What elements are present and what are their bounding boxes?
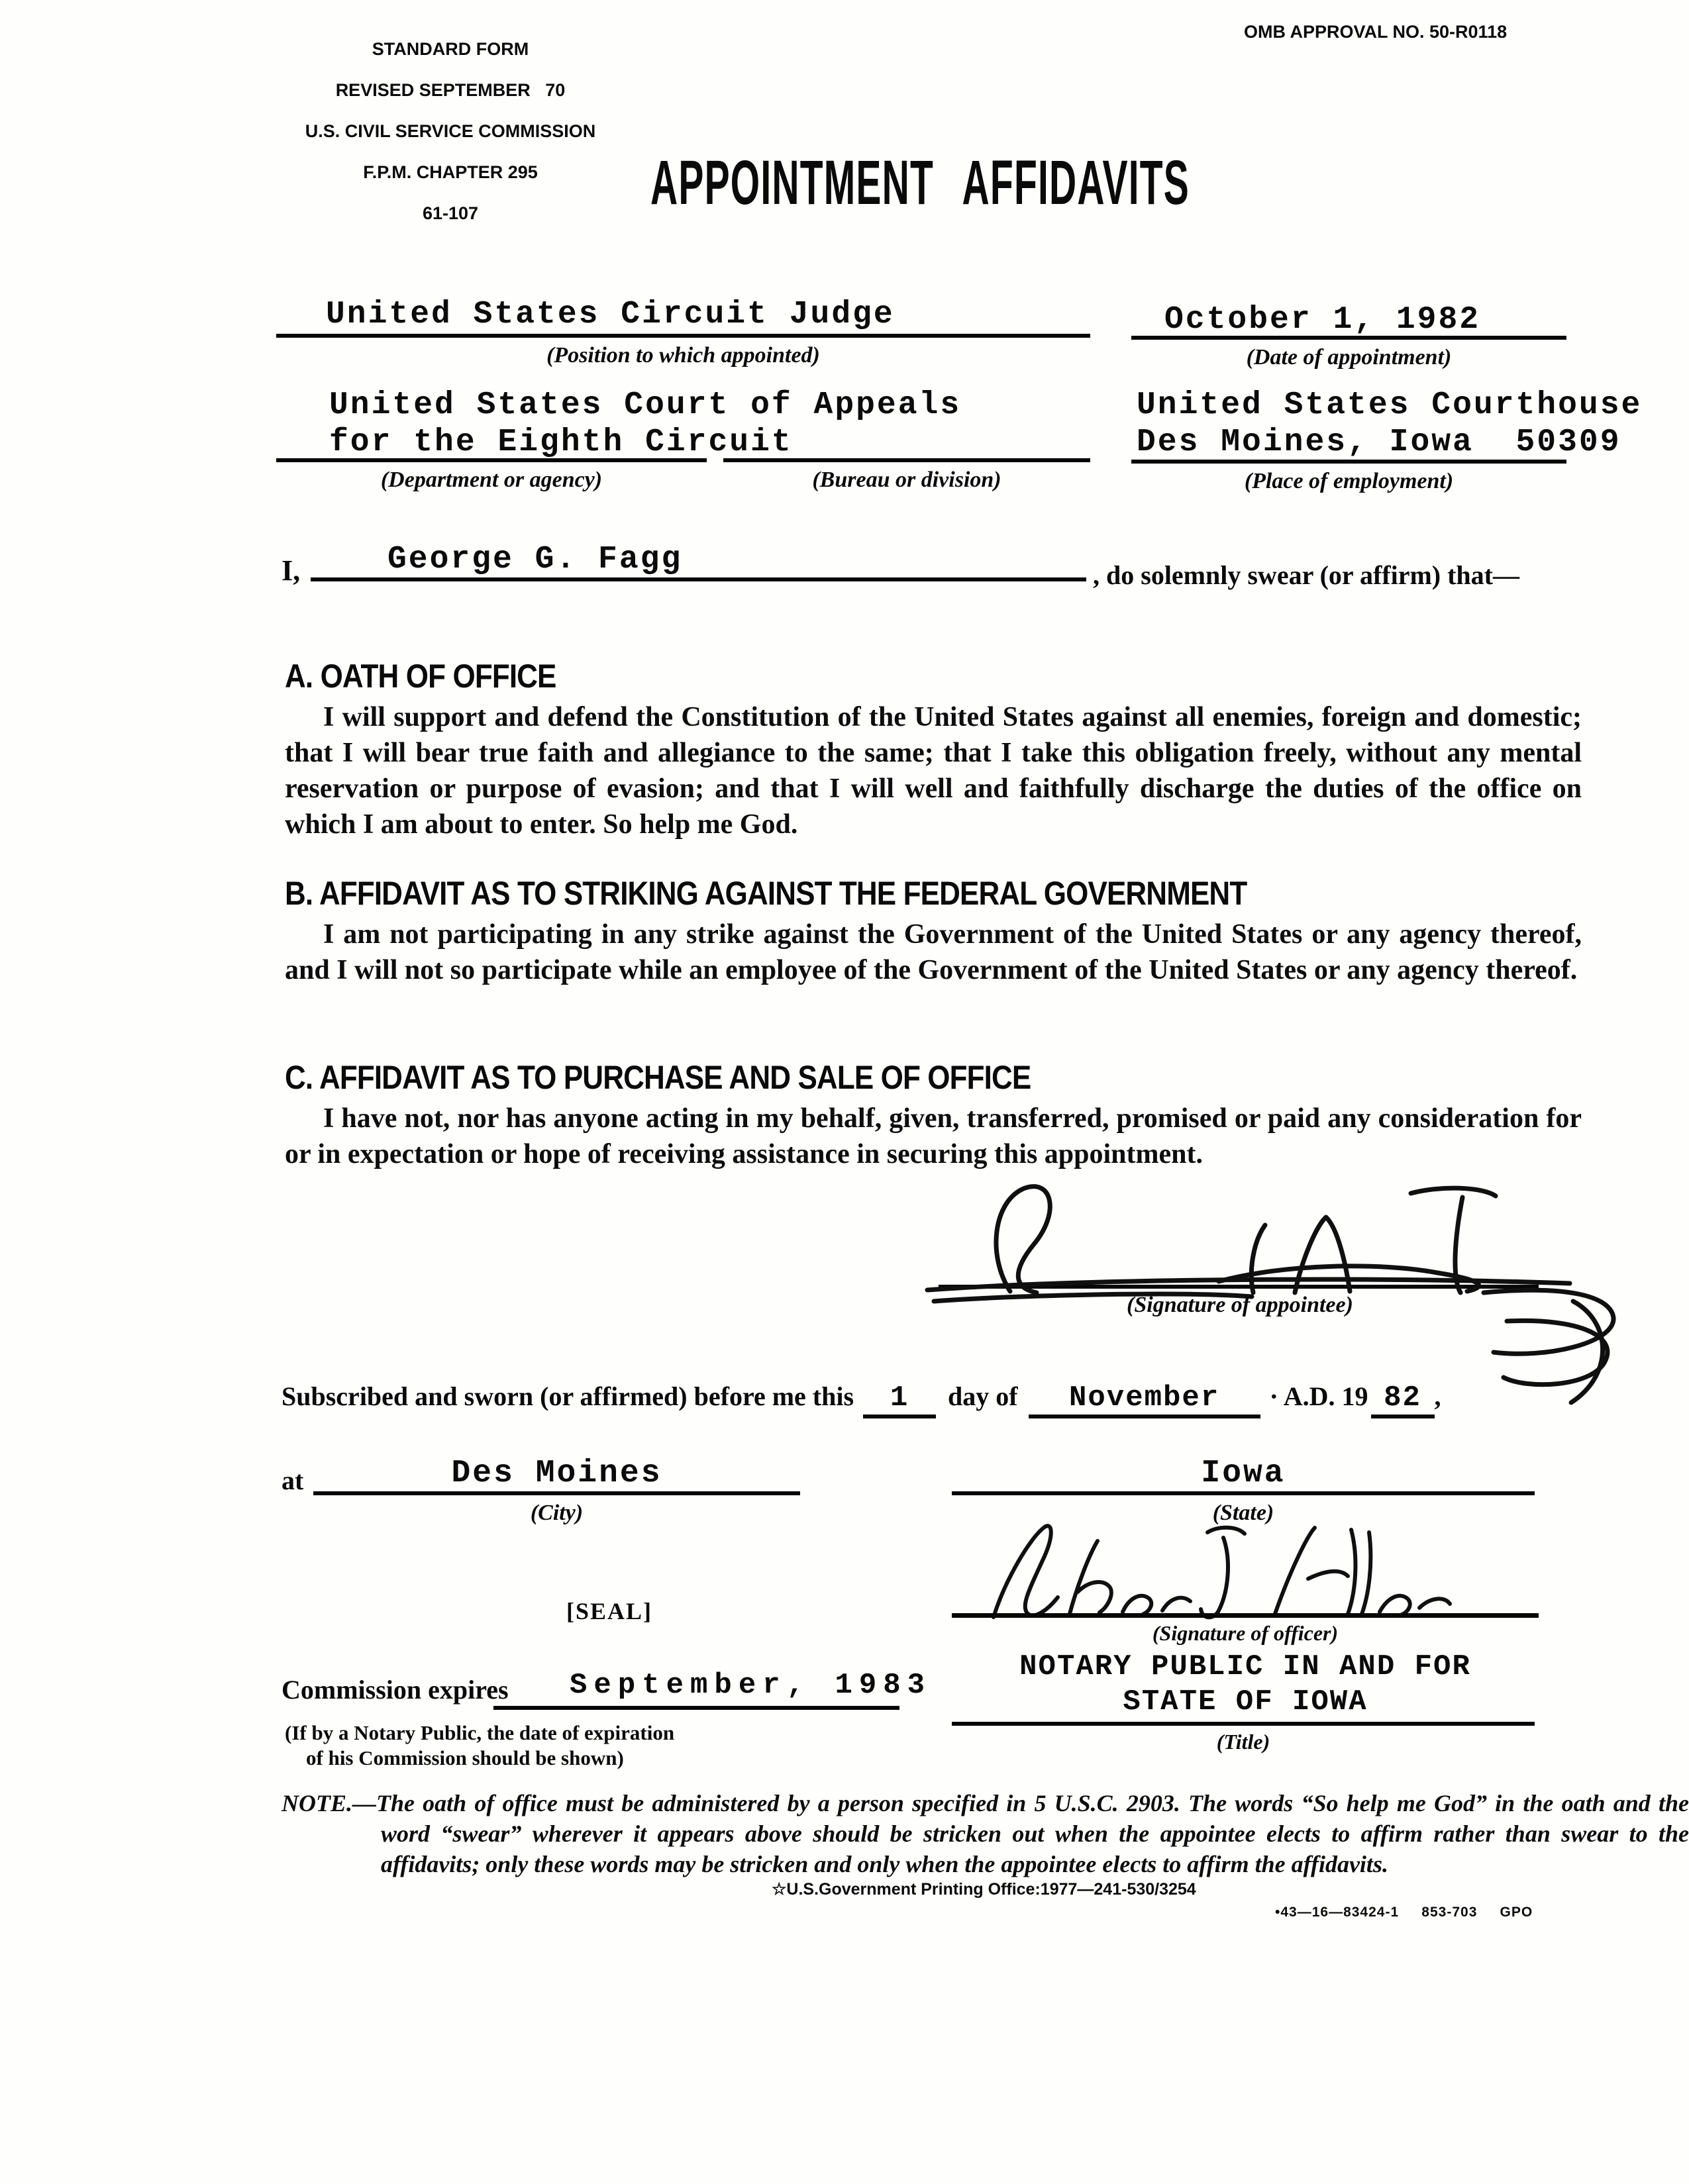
section-c-heading bbox=[285, 1058, 1133, 1097]
position-value: United States Circuit Judge bbox=[326, 297, 895, 332]
officer-title-underline bbox=[952, 1722, 1535, 1726]
subscribed-month-value: November bbox=[1029, 1381, 1260, 1418]
department-value-line1: United States Court of Appeals bbox=[329, 387, 962, 423]
state-value: Iowa bbox=[1201, 1456, 1286, 1491]
at-label: at bbox=[282, 1465, 304, 1495]
date-value: October 1, 1982 bbox=[1164, 302, 1481, 338]
form-id-block bbox=[265, 19, 636, 244]
city-caption: (City) bbox=[530, 1501, 584, 1525]
commission-label: Commission expires bbox=[282, 1675, 509, 1705]
subscribed-day-value: 1 bbox=[863, 1381, 936, 1418]
section-a-heading-text: A. OATH OF OFFICE bbox=[285, 658, 556, 695]
print-code: •43—16—83424-1 853-703 GPO bbox=[1275, 1905, 1533, 1920]
place-value-line2: Des Moines, Iowa 50309 bbox=[1137, 424, 1621, 460]
city-underline bbox=[313, 1491, 800, 1495]
form-id-line: F.P.M. CHAPTER 295 bbox=[363, 162, 538, 182]
subscribed-mid: day of bbox=[948, 1381, 1018, 1411]
commission-note-line2: of his Commission should be shown) bbox=[306, 1746, 624, 1769]
oath-intro-prefix: I, bbox=[282, 554, 301, 587]
place-caption: (Place of employment) bbox=[1244, 469, 1454, 493]
footnote bbox=[282, 1788, 1689, 1879]
state-underline bbox=[952, 1491, 1535, 1495]
appointee-signature-caption: (Signature of appointee) bbox=[1127, 1293, 1353, 1317]
commission-value: September, 1983 bbox=[570, 1669, 932, 1702]
footnote-body: The oath of office must be administered by a person specified in 5 U.S.C. 2903. The words “So help me God” in the oath and the word “swear” wherever it appears above should be stricken out when the appointee elects to affirm rather than swear to the affidavits; only these words may be stricken and only when the appointee elects to affirm the affidavits. bbox=[376, 1790, 1689, 1877]
gpo-imprint: ☆U.S.Government Printing Office:1977—241-530/3254 bbox=[772, 1880, 1196, 1899]
section-b-heading-text: B. AFFIDAVIT AS TO STRIKING AGAINST THE FEDERAL GOVERNMENT bbox=[285, 875, 1247, 912]
place-underline bbox=[1131, 460, 1566, 464]
position-underline bbox=[276, 334, 1090, 338]
bureau-underline bbox=[723, 458, 1090, 462]
bureau-caption: (Bureau or division) bbox=[812, 468, 1001, 492]
date-caption: (Date of appointment) bbox=[1246, 345, 1452, 370]
date-underline bbox=[1131, 336, 1566, 340]
form-id-line: STANDARD FORM bbox=[372, 39, 529, 59]
city-value: Des Moines bbox=[451, 1456, 662, 1491]
commission-note bbox=[285, 1720, 674, 1771]
footnote-label: NOTE.— bbox=[282, 1790, 376, 1816]
state-caption: (State) bbox=[1212, 1501, 1274, 1525]
department-value-line2: for the Eighth Circuit bbox=[329, 424, 793, 460]
omb-approval-number: OMB APPROVAL NO. 50-R0118 bbox=[1244, 22, 1508, 42]
section-c-heading-text: C. AFFIDAVIT AS TO PURCHASE AND SALE OF OFFICE bbox=[285, 1059, 1031, 1096]
department-underline bbox=[276, 458, 707, 462]
officer-title-line1: NOTARY PUBLIC IN AND FOR bbox=[1019, 1650, 1471, 1683]
commission-note-line1: (If by a Notary Public, the date of expiration bbox=[285, 1721, 675, 1744]
section-b-heading bbox=[285, 874, 1378, 913]
place-value-line1: United States Courthouse bbox=[1137, 387, 1643, 423]
officer-signature-line bbox=[952, 1613, 1539, 1618]
section-a-heading bbox=[285, 657, 593, 695]
officer-signature-caption: (Signature of officer) bbox=[1152, 1621, 1339, 1645]
subscribed-ad-label: · A.D. 19 bbox=[1269, 1381, 1368, 1411]
oath-intro-suffix: , do solemnly swear (or affirm) that— bbox=[1093, 560, 1519, 590]
form-id-line: 61-107 bbox=[422, 203, 479, 223]
subscribed-prefix: Subscribed and sworn (or affirmed) before me this bbox=[282, 1381, 854, 1411]
appointee-name-underline bbox=[311, 577, 1086, 581]
page-title bbox=[650, 147, 1549, 219]
section-b-body: I am not participating in any strike against the Government of the United States or any agency thereof, and I will not so participate while an employee of the Government of the United States or any agency thereof. bbox=[285, 919, 1582, 985]
department-value bbox=[329, 387, 961, 461]
department-caption: (Department or agency) bbox=[380, 468, 603, 492]
form-id-line: REVISED SEPTEMBER 70 bbox=[335, 80, 566, 100]
form-id-line: U.S. CIVIL SERVICE COMMISSION bbox=[305, 121, 596, 141]
position-caption: (Position to which appointed) bbox=[546, 343, 820, 368]
seal-label: [SEAL] bbox=[566, 1598, 653, 1624]
officer-title-caption: (Title) bbox=[1216, 1730, 1270, 1754]
subscribed-trailing: , bbox=[1434, 1381, 1441, 1411]
commission-underline bbox=[493, 1706, 899, 1710]
section-c-body: I have not, nor has anyone acting in my behalf, given, transferred, promised or paid any consideration for or in expectation or hope of receiving assistance in securing this appointment. bbox=[285, 1103, 1582, 1169]
officer-title-line2: STATE OF IOWA bbox=[1123, 1685, 1368, 1718]
page-title-text: APPOINTMENT AFFIDAVITS bbox=[650, 148, 1190, 218]
place-value bbox=[1137, 387, 1642, 461]
section-a-body: I will support and defend the Constitution of the United States against all enemies, foreign and domestic; that I will bear true faith and allegiance to the same; that I take this obligation freely, without any mental reservation or purpose of evasion; and that I will well and faithfully discharge the duties of the office on which I am about to enter. So help me God. bbox=[285, 702, 1582, 840]
subscribed-year-value: 82 bbox=[1371, 1381, 1435, 1418]
subscribed-line bbox=[282, 1381, 1596, 1418]
appointee-name-value: George G. Fagg bbox=[387, 542, 683, 577]
